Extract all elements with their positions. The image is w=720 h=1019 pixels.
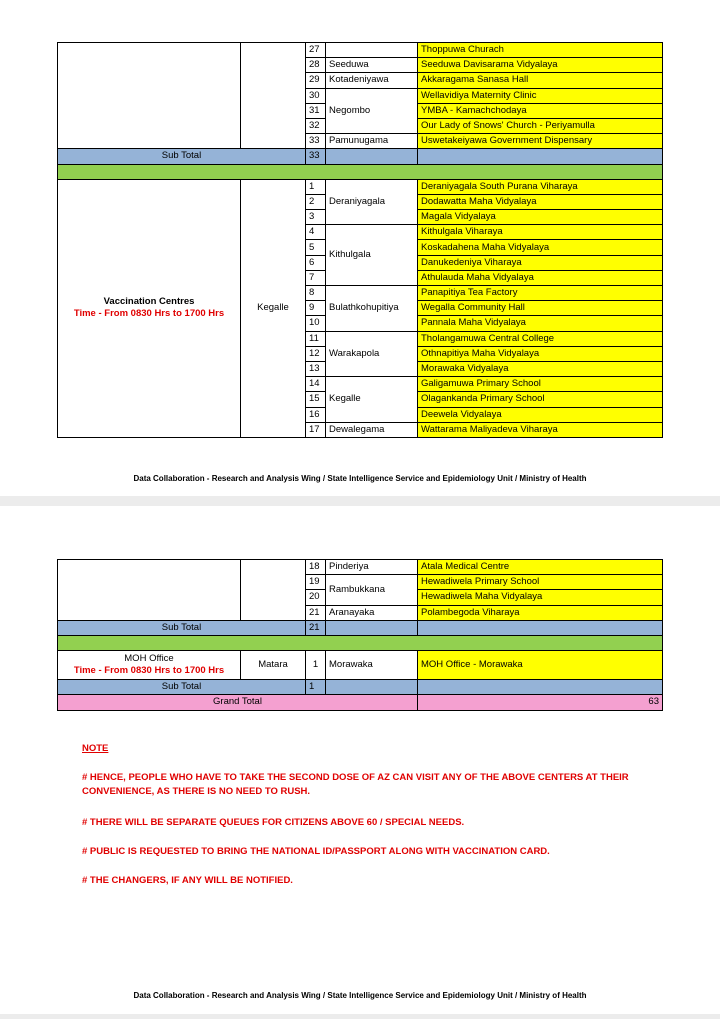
note-item: # HENCE, PEOPLE WHO HAVE TO TAKE THE SECOND DOSE OF AZ CAN VISIT ANY OF THE ABOVE CENTERS AT THEIR CONVENIENCE, AS THERE IS NO NEED TO RUSH. bbox=[82, 772, 629, 797]
subtotal-label: Sub Total bbox=[58, 149, 306, 164]
location-cell: Our Lady of Snows' Church - Periyamulla bbox=[418, 118, 663, 133]
separator-row bbox=[58, 164, 663, 179]
location-cell: Atala Medical Centre bbox=[418, 560, 663, 575]
row-number: 28 bbox=[306, 58, 326, 73]
location-cell: Deewela Vidyalaya bbox=[418, 407, 663, 422]
location-cell: Galigamuwa Primary School bbox=[418, 377, 663, 392]
subtotal-label: Sub Total bbox=[58, 680, 306, 695]
subtotal-value: 33 bbox=[306, 149, 326, 164]
location-cell: Magala Vidyalaya bbox=[418, 210, 663, 225]
location-cell: YMBA - Kamachchodaya bbox=[418, 103, 663, 118]
blank-cell bbox=[241, 43, 306, 149]
location-cell: Deraniyagala South Purana Viharaya bbox=[418, 179, 663, 194]
division-cell: Seeduwa bbox=[326, 58, 418, 73]
grand-total-value: 63 bbox=[418, 695, 663, 710]
grand-total-label: Grand Total bbox=[58, 695, 418, 710]
row-number: 33 bbox=[306, 134, 326, 149]
row-number: 21 bbox=[306, 605, 326, 620]
location-cell: Wellavidiya Maternity Clinic bbox=[418, 88, 663, 103]
blank-cell bbox=[241, 560, 306, 621]
note-item: # THE CHANGERS, IF ANY WILL BE NOTIFIED. bbox=[82, 875, 293, 886]
vaccination-centres-cell bbox=[58, 179, 241, 437]
subtotal-label: Sub Total bbox=[58, 620, 306, 635]
row-number: 19 bbox=[306, 575, 326, 590]
location-cell: Thoppuwa Churach bbox=[418, 43, 663, 58]
location-cell: Hewadiwela Primary School bbox=[418, 575, 663, 590]
division-cell: Deraniyagala bbox=[326, 179, 418, 225]
moh-office-cell bbox=[58, 651, 241, 680]
location-cell: Pannala Maha Vidyalaya bbox=[418, 316, 663, 331]
division-cell: Bulathkohupitiya bbox=[326, 286, 418, 332]
location-cell: Wattarama Maliyadeva Viharaya bbox=[418, 422, 663, 437]
division-cell: Morawaka bbox=[326, 651, 418, 680]
moh-time: Time - From 0830 Hrs to 1700 Hrs bbox=[73, 665, 225, 677]
note-item: # THERE WILL BE SEPARATE QUEUES FOR CITIZENS ABOVE 60 / SPECIAL NEEDS. bbox=[82, 817, 465, 828]
subtotal-value: 21 bbox=[306, 620, 326, 635]
location-cell: Morawaka Vidyalaya bbox=[418, 361, 663, 376]
location-cell: Olagankanda Primary School bbox=[418, 392, 663, 407]
vaccination-centres-title: Vaccination Centres bbox=[103, 296, 195, 308]
document-page-1 bbox=[0, 0, 720, 496]
district-cell: Kegalle bbox=[241, 179, 306, 437]
location-cell: Othnapitiya Maha Vidyalaya bbox=[418, 346, 663, 361]
grand-total-row bbox=[58, 695, 663, 710]
row-number: 1 bbox=[306, 651, 326, 680]
division-cell bbox=[326, 43, 418, 58]
subtotal-value: 1 bbox=[306, 680, 326, 695]
row-number: 30 bbox=[306, 88, 326, 103]
location-cell: Panapitiya Tea Factory bbox=[418, 286, 663, 301]
row-number: 13 bbox=[306, 361, 326, 376]
district-cell: Matara bbox=[241, 651, 306, 680]
location-cell: Uswetakeiyawa Government Dispensary bbox=[418, 134, 663, 149]
row-number: 7 bbox=[306, 270, 326, 285]
subtotal-row bbox=[58, 149, 663, 164]
row-number: 4 bbox=[306, 225, 326, 240]
moh-office-title: MOH Office bbox=[124, 653, 174, 665]
row-number: 18 bbox=[306, 560, 326, 575]
row-number: 1 bbox=[306, 179, 326, 194]
separator-row bbox=[58, 635, 663, 650]
division-cell: Kegalle bbox=[326, 377, 418, 423]
location-cell: Seeduwa Davisarama Vidyalaya bbox=[418, 58, 663, 73]
row-number: 17 bbox=[306, 422, 326, 437]
row-number: 20 bbox=[306, 590, 326, 605]
row-number: 11 bbox=[306, 331, 326, 346]
page-footer: Data Collaboration - Research and Analysis Wing / State Intelligence Service and Epidemiology Unit / Ministry of Health bbox=[133, 474, 587, 483]
row-number: 29 bbox=[306, 73, 326, 88]
row-number: 3 bbox=[306, 210, 326, 225]
table-row bbox=[58, 179, 663, 194]
note-item: # PUBLIC IS REQUESTED TO BRING THE NATIONAL ID/PASSPORT ALONG WITH VACCINATION CARD. bbox=[82, 846, 550, 857]
row-number: 2 bbox=[306, 194, 326, 209]
row-number: 6 bbox=[306, 255, 326, 270]
page-footer: Data Collaboration - Research and Analysis Wing / State Intelligence Service and Epidemiology Unit / Ministry of Health bbox=[133, 991, 587, 1000]
subtotal-row bbox=[58, 620, 663, 635]
row-number: 16 bbox=[306, 407, 326, 422]
location-cell: Tholangamuwa Central College bbox=[418, 331, 663, 346]
blank-cell bbox=[58, 43, 241, 149]
row-number: 27 bbox=[306, 43, 326, 58]
centres-table-page-2 bbox=[57, 559, 663, 711]
row-number: 5 bbox=[306, 240, 326, 255]
row-number: 31 bbox=[306, 103, 326, 118]
division-cell: Kithulgala bbox=[326, 225, 418, 286]
row-number: 9 bbox=[306, 301, 326, 316]
location-cell: Dodawatta Maha Vidyalaya bbox=[418, 194, 663, 209]
location-cell: Athulauda Maha Vidyalaya bbox=[418, 270, 663, 285]
row-number: 14 bbox=[306, 377, 326, 392]
row-number: 32 bbox=[306, 118, 326, 133]
blank-cell bbox=[58, 560, 241, 621]
subtotal-row bbox=[58, 680, 663, 695]
division-cell: Warakapola bbox=[326, 331, 418, 377]
row-number: 8 bbox=[306, 286, 326, 301]
location-cell: MOH Office - Morawaka bbox=[418, 651, 663, 680]
division-cell: Rambukkana bbox=[326, 575, 418, 605]
division-cell: Aranayaka bbox=[326, 605, 418, 620]
division-cell: Pinderiya bbox=[326, 560, 418, 575]
location-cell: Koskadahena Maha Vidyalaya bbox=[418, 240, 663, 255]
table-row bbox=[58, 560, 663, 575]
note-heading: NOTE bbox=[82, 743, 109, 754]
location-cell: Kithulgala Viharaya bbox=[418, 225, 663, 240]
moh-row bbox=[58, 651, 663, 680]
row-number: 12 bbox=[306, 346, 326, 361]
location-cell: Danukedeniya Viharaya bbox=[418, 255, 663, 270]
table-row bbox=[58, 43, 663, 58]
row-number: 10 bbox=[306, 316, 326, 331]
division-cell: Negombo bbox=[326, 88, 418, 134]
location-cell: Hewadiwela Maha Vidyalaya bbox=[418, 590, 663, 605]
division-cell: Kotadeniyawa bbox=[326, 73, 418, 88]
location-cell: Polambegoda Viharaya bbox=[418, 605, 663, 620]
division-cell: Dewalegama bbox=[326, 422, 418, 437]
location-cell: Wegalla Community Hall bbox=[418, 301, 663, 316]
vaccination-time: Time - From 0830 Hrs to 1700 Hrs bbox=[73, 308, 225, 320]
centres-table-page-1 bbox=[57, 42, 663, 438]
location-cell: Akkaragama Sanasa Hall bbox=[418, 73, 663, 88]
document-page-2 bbox=[0, 506, 720, 1014]
division-cell: Pamunugama bbox=[326, 134, 418, 149]
row-number: 15 bbox=[306, 392, 326, 407]
